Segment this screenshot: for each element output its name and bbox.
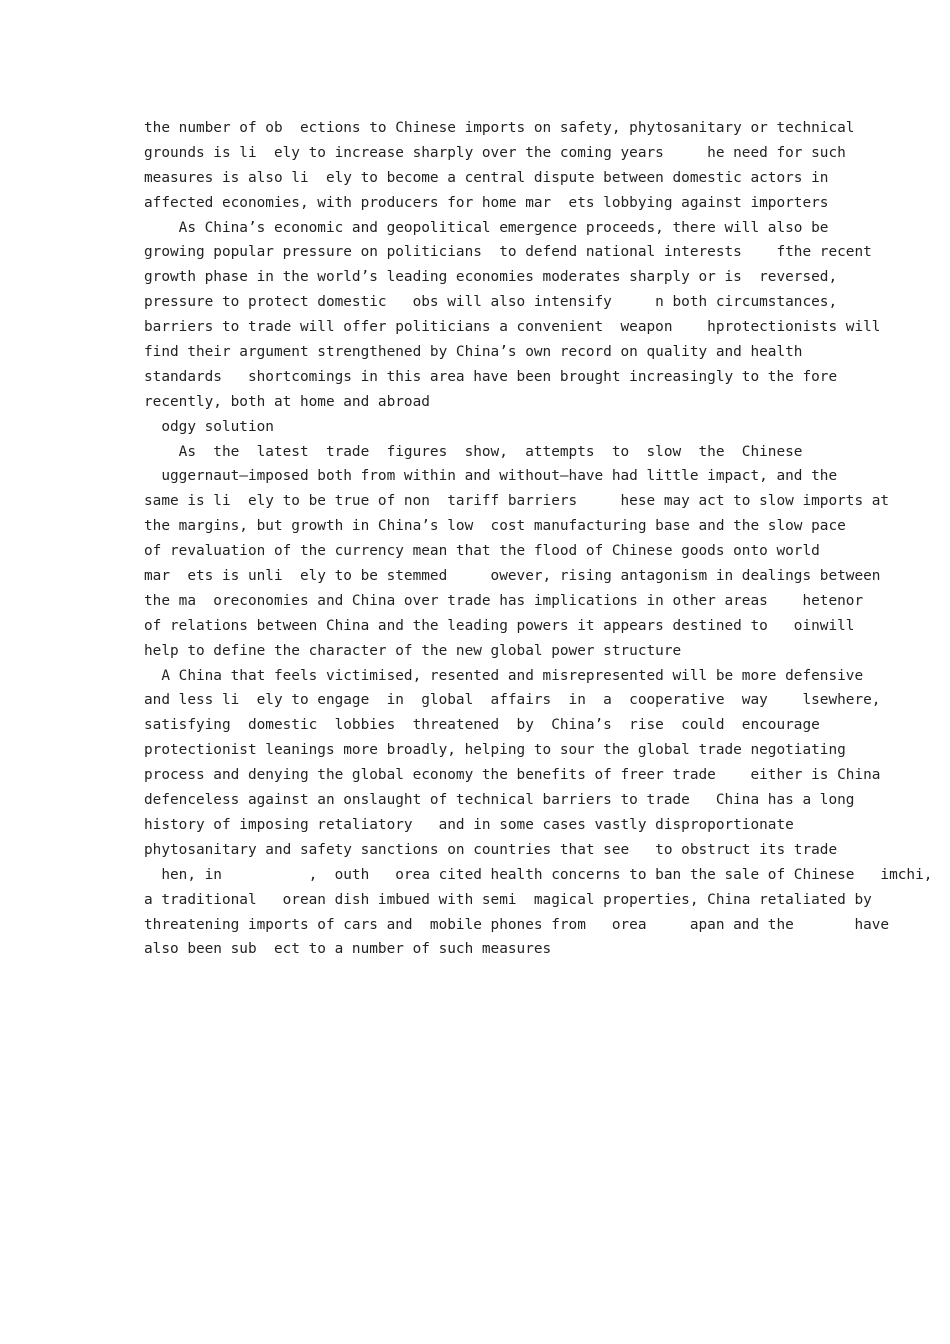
- text-line: measures is also li ely to become a central dispute between domestic actors in: [144, 169, 829, 186]
- text-line: the margins, but growth in China’s low cost manufacturing base and the slow pace: [144, 518, 846, 535]
- paragraph-start-line: As the latest trade figures show, attempts to slow the Chinese: [144, 443, 803, 460]
- text-line: standards shortcomings in this area have been brought increasingly to the fore: [144, 368, 838, 385]
- text-line: process and denying the global economy the benefits of freer trade either is China: [144, 767, 881, 784]
- paragraph-start-line: A China that feels victimised, resented and misrepresented will be more defensive: [144, 667, 864, 684]
- text-line: same is li ely to be true of non tariff barriers hese may act to slow imports at: [144, 493, 890, 510]
- text-line: also been sub ect to a number of such measures: [144, 941, 552, 958]
- text-line: a traditional orean dish imbued with semi magical properties, China retaliated by: [144, 891, 872, 908]
- text-line: the number of ob ections to Chinese imports on safety, phytosanitary or technical: [144, 120, 855, 136]
- section-heading: odgy solution: [144, 418, 274, 435]
- text-line: grounds is li ely to increase sharply over the coming years he need for such: [144, 144, 846, 161]
- text-line: find their argument strengthened by China’s own record on quality and health: [144, 344, 803, 361]
- paragraph-start-line: As China’s economic and geopolitical emergence proceeds, there will also be: [144, 219, 829, 236]
- text-line: growing popular pressure on politicians to defend national interests fthe recent: [144, 244, 872, 261]
- text-line: pressure to protect domestic obs will also intensify n both circumstances,: [144, 294, 838, 311]
- text-line: threatening imports of cars and mobile phones from orea apan and the have: [144, 916, 890, 933]
- text-line: help to define the character of the new global power structure: [144, 642, 682, 659]
- text-line: uggernaut—imposed both from within and without—have had little impact, and the: [144, 468, 838, 485]
- text-line: mar ets is unli ely to be stemmed owever, rising antagonism in dealings between: [144, 568, 881, 585]
- text-line: of revaluation of the currency mean that the flood of Chinese goods onto world: [144, 543, 820, 560]
- text-line: of relations between China and the leading powers it appears destined to oinwill: [144, 617, 855, 634]
- text-line: satisfying domestic lobbies threatened by China’s rise could encourage: [144, 717, 820, 734]
- text-line: barriers to trade will offer politicians a convenient weapon hprotectionists will: [144, 319, 881, 336]
- text-line: affected economies, with producers for home mar ets lobbying against importers: [144, 194, 829, 211]
- text-line: and less li ely to engage in global affairs in a cooperative way lsewhere,: [144, 692, 881, 709]
- text-line: the ma oreconomies and China over trade has implications in other areas hetenor: [144, 592, 864, 609]
- body-text: [144, 116, 933, 962]
- text-line: history of imposing retaliatory and in some cases vastly disproportionate: [144, 816, 794, 833]
- text-line: phytosanitary and safety sanctions on countries that see to obstruct its trade: [144, 841, 838, 858]
- text-line: protectionist leanings more broadly, helping to sour the global trade negotiating: [144, 742, 846, 759]
- text-line: recently, both at home and abroad: [144, 393, 430, 410]
- text-line: hen, in , outh orea cited health concerns to ban the sale of Chinese imchi,: [144, 866, 933, 883]
- text-line: growth phase in the world’s leading economies moderates sharply or is reversed,: [144, 269, 838, 286]
- text-line: defenceless against an onslaught of technical barriers to trade China has a long: [144, 792, 855, 809]
